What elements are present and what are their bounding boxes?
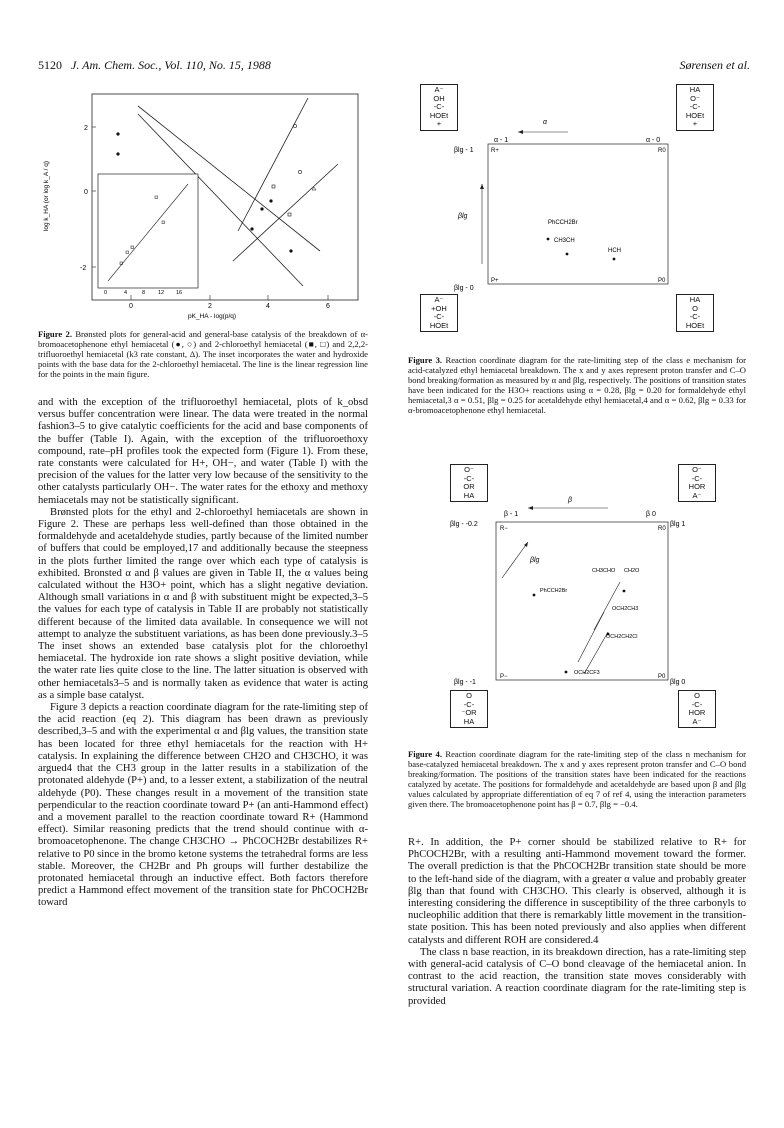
r-plus-label: R+ <box>491 148 499 154</box>
beta-1-label: β - 1 <box>504 511 519 518</box>
beta-0-label: β 0 <box>646 511 656 518</box>
inset-x-tick: 0 <box>104 290 108 296</box>
paragraph: Brønsted plots for the ethyl and 2-chloroethyl hemiacetals are shown in Figure 2. These are perhaps less well-defined than those obtained in the formaldehyde and acetaldehyde studies, partly because of the limited number of buffers that could be employed,17 and additionally because the steepness in the plots further limited the range over which each type of catalysis is exhibited. Bronsted α and β values are given in Table II, the α values being calculated without the H3O+ point, which has a slight negative deviation. Although small variations in α and β with substituent might be expected,3–5 the values for each type of catalysis in Table II are probably not statistically different because of the limited data available. In consequence we will not attempt to analyze the substituent variations, as has been done previously.3–5 The inset shows an extended base catalysis plot for the chloroethyl hemiacetal. The hydroxide ion rate shows a slight positive deviation, while the water rate lies quite close to the line. The latter situation is observed with other hemiacetals3–5 and is normally taken as evidence that water is acting as a simple base catalyst. <box>38 506 368 701</box>
alpha-1-label: α - 1 <box>494 137 509 144</box>
running-header-authors: Sørensen et al. <box>679 58 750 72</box>
left-column-text <box>38 397 368 910</box>
beta-label: β <box>568 497 572 504</box>
corner-box-top-right: O⁻ -C- HOR A⁻ <box>678 464 716 502</box>
inset-x-tick: 16 <box>176 290 183 296</box>
x-tick: 6 <box>326 303 330 310</box>
paragraph: Figure 3 depicts a reaction coordinate diagram for the rate-limiting step of the acid reaction (eq 2). This diagram has been drawn as previously described,3–5 and with the experimental α and βlg values, the transition state has been located for three ethyl hemiacetals for the reaction with H+ catalysis. In explaining the difference between CH2O and CH3CHO, it was argued4 that the CH3 group in the latter results in a stabilization of the protonated aldehyde (P+) and, to a lesser extent, a stabilization of the neutral aldehyde (P0). These changes result in a movement of the transition state perpendicular to the reaction coordinate toward P+ (an anti-Hammond effect) and a movement parallel to the reaction coordinate toward R+ (Hammond effect). Similar reasoning predicts that the trend should continue with α-bromoacetophenone. The change CH3CHO → PhCOCH2Br destabilizes R+ relative to P0 since in the bromo ketone systems the tetrahedral forms are less stable. Moreover, the CH2Br and Ph groups will further destabilize the protonated hemiacetal through an inductive effect. Both factors therefore predict a Hammond effect movement of the transition state for PhCOCH2Br toward <box>38 702 368 909</box>
p-minus-label: P− <box>500 674 508 680</box>
page-number: 5120 <box>38 58 62 72</box>
point-label: OCH2CF3 <box>574 670 600 676</box>
y-tick: 0 <box>84 189 88 196</box>
corner-box-top-right: HA O⁻ -C- HOEt + <box>676 84 714 131</box>
p-plus-label: P+ <box>491 278 499 284</box>
compound-label: HCH <box>608 248 621 254</box>
betalg-0-label: βlg 0 <box>670 679 686 686</box>
r-minus-label: R− <box>500 526 508 532</box>
right-column-text <box>408 837 746 1008</box>
figure-3-caption: Figure 3. Reaction coordinate diagram for the rate-limiting step of the class e mechanism for acid-catalyzed ethyl hemiacetal breakdown. The x and y axes represent proton transfer and C–O bond breaking/formation as measured by α and βlg, respectively. The positions of transition states have been indicated for the H3O+ reactions using α = 0.28, βlg = 0.20 for formaldehyde ethyl hemiacetal,3 α = 0.51, βlg = 0.25 for acetaldehyde ethyl hemiacetal,4 and α = 0.62, βlg = 0.33 for α-bromoacetophenone ethyl hemiacetal. <box>408 355 747 415</box>
point-label: OCH2CH3 <box>612 606 639 612</box>
r-zero-label: R0 <box>658 148 666 154</box>
figure-2-plot <box>38 86 368 326</box>
caption-text: Brønsted plots for general-acid and general-base catalysis of the breakdown of α-bromoacetophenone ethyl hemiacetal (●, ○) and 2-chloroethyl hemiacetal (■, □) and 2,2,2-trifluoroethyl hemiacetal (k3 rate constant, Δ). The inset incorporates the water and hydroxide points with the base data for the 2-chloroethyl hemiacetal. The line is the linear regression line for the points in the main figure. <box>38 329 368 379</box>
alpha-label: α <box>543 119 547 126</box>
x-axis-label: pK_HA - log(p/q) <box>188 313 237 320</box>
figure-4 <box>408 452 748 742</box>
beta-0-label: βlg - 0 <box>454 285 474 292</box>
x-tick: 2 <box>208 303 212 310</box>
betalg-label: βlg <box>458 213 468 220</box>
corner-box-bottom-left: O -C- ⁻OR HA <box>450 690 488 728</box>
point-label: PhCCH2Br <box>540 588 568 594</box>
x-tick: 4 <box>266 303 270 310</box>
p-zero-label: P0 <box>658 674 666 680</box>
point-label: CH2O <box>624 568 640 574</box>
alpha-0-label: α - 0 <box>646 137 661 144</box>
corner-box-bottom-left: A⁻ +OH -C- HOEt <box>420 294 458 332</box>
p-zero-label: P0 <box>658 278 666 284</box>
journal-citation: J. Am. Chem. Soc., Vol. 110, No. 15, 1988 <box>71 58 271 72</box>
y-tick: 2 <box>84 125 88 132</box>
inset-x-tick: 8 <box>142 290 146 296</box>
figure-2 <box>38 86 368 326</box>
beta-1-label: βlg - 1 <box>454 147 474 154</box>
figure-2-caption <box>38 329 368 379</box>
corner-box-top-left: O⁻ -C- OR HA <box>450 464 488 502</box>
point-label: OCH2CH2Cl <box>606 634 638 640</box>
y-tick: -2 <box>80 265 87 272</box>
running-header-left <box>38 58 271 73</box>
betalg-minus-1-label: βlg - -1 <box>454 679 476 686</box>
compound-label: CH3CH <box>554 238 575 244</box>
inset-x-tick: 12 <box>158 290 165 296</box>
figure-3 <box>408 84 748 346</box>
betalg-label: βlg <box>530 557 540 564</box>
paragraph: R+. In addition, the P+ corner should be stabilized relative to R+ for PhCOCH2Br, with a resulting anti-Hammond movement toward the former. The overall prediction is that the PhCOCH2Br transition state should be more to the left-hand side of the diagram, with a greater α value and probably greater βlg than that found with CH3CHO. This clearly is observed, although it is interesting considering the difference in susceptibility of the three carbonyls to nucleophilic addition that there is remarkably little movement in the transition-state position. This has been noted previously and also applies when different catalysts and different ROH are considered.4 <box>408 837 746 946</box>
x-tick: 0 <box>129 303 133 310</box>
corner-box-bottom-right: O -C- HOR A⁻ <box>678 690 716 728</box>
caption-label: Figure 2. <box>38 329 72 339</box>
paragraph: and with the exception of the trifluoroethyl hemiacetal, plots of k_obsd versus buffer concentration were linear. The data were treated in the normal fashion3–5 to give catalytic coefficients for the acid and base components of the buffer (Table I). Again, with the exception of the trifluoroethoxy compound, rate–pH profiles took the expected form (Figure 1). From these, rate constants were calculated for H+, OH−, and water (Table I) with the precision of the values for the latter very low because of the sensitivity to the other catalysts particularly OH−. The water rates for the ethoxy and methoxy hemiacetals may not be statistically significant. <box>38 397 368 506</box>
corner-box-reactant: A⁻ OH -C- HOEt + <box>420 84 458 131</box>
betalg-1-label: βlg 1 <box>670 521 686 528</box>
figure-4-caption: Figure 4. Reaction coordinate diagram for the rate-limiting step of the class n mechanism for base-catalyzed hemiacetal breakdown. The x and y axes represent proton transfer and C–O bond breaking/formation. The positions of the transition states have been indicated for the reactions catalyzed by acetate. The positions for formaldehyde and acetaldehyde are based upon β and βlg values calculated by appropriate differentiation of eq 7 of ref 4, using the interaction parameters given there. The bromoacetophenone point has β = 0.7, βlg = −0.4. <box>408 749 746 809</box>
paragraph: The class n base reaction, in its breakdown direction, has a rate-limiting step with general-acid catalysis of C–O bond cleavage of the hemiacetal anion. In contrast to the acid reaction, the transition state moves considerably with structural variation. A reaction coordinate diagram for the rate-limiting step is provided <box>408 946 746 1007</box>
figure-2-inset <box>98 174 198 296</box>
inset-x-tick: 4 <box>124 290 128 296</box>
r-zero-label: R0 <box>658 526 666 532</box>
compound-label: PhCCH2Br <box>548 220 578 226</box>
betalg-minus-0.2-label: βlg - -0.2 <box>450 521 478 528</box>
y-axis-label: log k_HA (or log k_A / q) <box>43 160 50 232</box>
point-label: CH3CHO <box>592 568 616 574</box>
corner-box-product: HA O -C- HOEt <box>676 294 714 332</box>
